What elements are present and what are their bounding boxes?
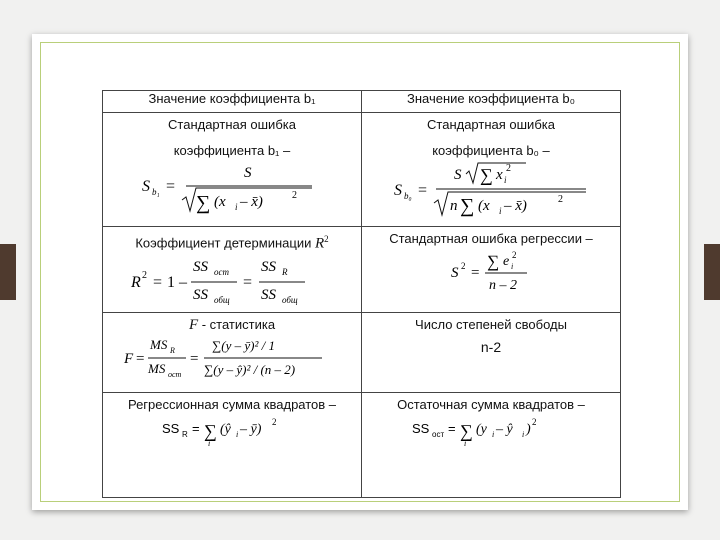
sum-symbol: ∑ — [196, 192, 211, 214]
f-pow: 2 — [272, 417, 277, 427]
f-eq2: = — [243, 274, 253, 292]
f1-den-sub: общ — [214, 295, 230, 306]
f-one: 1 — [167, 274, 175, 292]
stderr-b1-line1: Стандартная ошибка — [168, 117, 296, 132]
f2-den: ∑(y – ŷ)² / (n – 2) — [204, 362, 296, 377]
f-denom-rest: – x̄) — [504, 198, 527, 214]
f1-num: SS — [193, 259, 208, 276]
f-body: (y — [476, 422, 487, 437]
cell-b0-value — [362, 91, 621, 113]
determination-title — [103, 231, 361, 251]
f-numer-pow: 2 — [506, 163, 511, 174]
f-lhs-sub: b₁ — [152, 187, 160, 197]
determination-title-text: Коэффициент детерминации — [135, 235, 312, 251]
sum-symbol-numer: ∑ — [480, 165, 493, 185]
regression-ss-formula — [152, 413, 312, 451]
f-num-pow: 2 — [512, 250, 517, 260]
f1-num: MS — [150, 337, 168, 352]
f-numer-s: S — [454, 167, 462, 183]
f2-den-sub: общ — [282, 295, 298, 306]
f-eq: = — [418, 182, 428, 199]
sum-symbol: ∑ — [460, 421, 473, 441]
f-eq: = — [166, 178, 176, 195]
f-close: ) — [526, 422, 531, 437]
residual-ss-title: Остаточная сумма квадратов – — [397, 397, 585, 412]
degrees-freedom-title: Число степеней свободы — [415, 317, 567, 332]
determination-row — [103, 227, 621, 313]
f-rest: – ŷ — [496, 422, 513, 437]
f-eq: = — [192, 421, 200, 436]
f-lhs-sub: b₀ — [404, 191, 412, 201]
f1-den: MS — [148, 361, 166, 376]
f-minus: – — [179, 274, 187, 292]
f-stat-formula — [122, 333, 342, 385]
determination-formula — [127, 251, 337, 309]
formula-table — [102, 90, 621, 498]
regression-stderr-formula — [431, 247, 551, 297]
f-num-i: i — [511, 262, 514, 271]
b1-value-title: Значение коэффициента b₁ — [148, 91, 316, 106]
f-eq2: = — [190, 351, 199, 367]
f2-num: ∑(y – ȳ)² / 1 — [212, 338, 275, 353]
f1-den: SS — [193, 287, 208, 304]
left-edge-tab — [0, 244, 16, 300]
slide — [32, 34, 688, 510]
sum-symbol: ∑ — [487, 252, 500, 271]
f-body-i: i — [492, 430, 495, 439]
f-denom-i: i — [235, 202, 238, 212]
f-stat-row — [103, 313, 621, 393]
f-denom-body: (x — [478, 198, 490, 214]
f-stat-title-text: - статистика — [198, 317, 276, 332]
f-numer-i: i — [504, 175, 507, 185]
f-denom-n: n — [450, 198, 458, 214]
f-lhs: SS — [162, 421, 180, 436]
f-lhs: SS — [412, 421, 430, 436]
f-numer-x: x — [496, 167, 503, 183]
f-lhs-pow: 2 — [461, 261, 466, 271]
cell-stderr-b0 — [362, 113, 621, 227]
f2-num: SS — [261, 259, 276, 276]
regression-stderr-title: Стандартная ошибка регрессии – — [389, 231, 593, 246]
sum-index: i — [464, 439, 467, 448]
cell-b1-value — [103, 91, 362, 113]
f-body: (ŷ — [220, 422, 231, 437]
f-eq: = — [448, 421, 456, 436]
f-eq: = — [136, 351, 145, 367]
stderr-coef-row — [103, 113, 621, 227]
f-denom-rest: – x̄) — [240, 194, 263, 210]
f-pow: 2 — [532, 417, 537, 427]
f-lhs: S — [394, 182, 402, 199]
cell-degrees-freedom — [362, 313, 621, 393]
stderr-b1-formula — [132, 159, 332, 215]
determination-title-sym: R — [314, 235, 325, 252]
f-body-i: i — [236, 430, 239, 439]
f-lhs-pow: 2 — [142, 270, 147, 282]
cell-regression-ss — [103, 393, 362, 498]
f-lhs: F — [124, 351, 134, 367]
f-lhs: S — [451, 265, 459, 281]
cell-residual-ss — [362, 393, 621, 498]
f-lhs-sub: ост — [432, 430, 445, 439]
sum-squares-row — [103, 393, 621, 498]
f-lhs: S — [142, 178, 150, 195]
stderr-b1-line2: коэффициента b₁ – — [173, 143, 291, 158]
header-row — [103, 91, 621, 113]
f1-den-sub: ост — [168, 370, 182, 379]
cell-regression-stderr — [362, 227, 621, 313]
stderr-b0-formula — [386, 159, 596, 219]
f-den: n – 2 — [489, 278, 517, 293]
f-lhs: R — [131, 274, 141, 292]
stderr-b0-line2: коэффициента b₀ – — [432, 143, 550, 158]
residual-ss-formula — [406, 413, 576, 451]
f-numer: S — [244, 165, 252, 181]
f-stat-title-sym: F — [188, 317, 199, 333]
sum-symbol: ∑ — [204, 421, 217, 441]
regression-ss-title: Регрессионная сумма квадратов – — [127, 397, 337, 412]
b0-value-title: Значение коэффициента b₀ — [406, 91, 575, 106]
f-num-e: e — [503, 254, 510, 269]
sum-index: i — [208, 439, 211, 448]
cell-determination — [103, 227, 362, 313]
determination-title-pow: 2 — [324, 234, 329, 244]
stderr-b0-line1: Стандартная ошибка — [427, 117, 555, 132]
f-denom-pow: 2 — [558, 194, 563, 205]
f-lhs-sub: R — [182, 430, 188, 439]
f-eq: = — [471, 265, 480, 281]
f-denom-i: i — [499, 206, 502, 216]
right-edge-tab — [704, 244, 720, 300]
f1-num-sub: R — [170, 346, 175, 355]
f2-den: SS — [261, 287, 276, 304]
f2-num-sub: R — [282, 267, 288, 278]
f-eq1: = — [153, 274, 163, 292]
degrees-freedom-value: n-2 — [480, 339, 502, 355]
cell-stderr-b1 — [103, 113, 362, 227]
f-stat-title — [103, 317, 361, 333]
f-denom-pow: 2 — [292, 190, 297, 201]
cell-f-stat — [103, 313, 362, 393]
f-denom-body: (x — [214, 194, 226, 210]
sum-symbol-denom: ∑ — [460, 195, 475, 217]
f-rest: – ȳ) — [240, 422, 262, 437]
f1-num-sub: ост — [214, 267, 229, 278]
f-rest-i: i — [522, 430, 525, 439]
